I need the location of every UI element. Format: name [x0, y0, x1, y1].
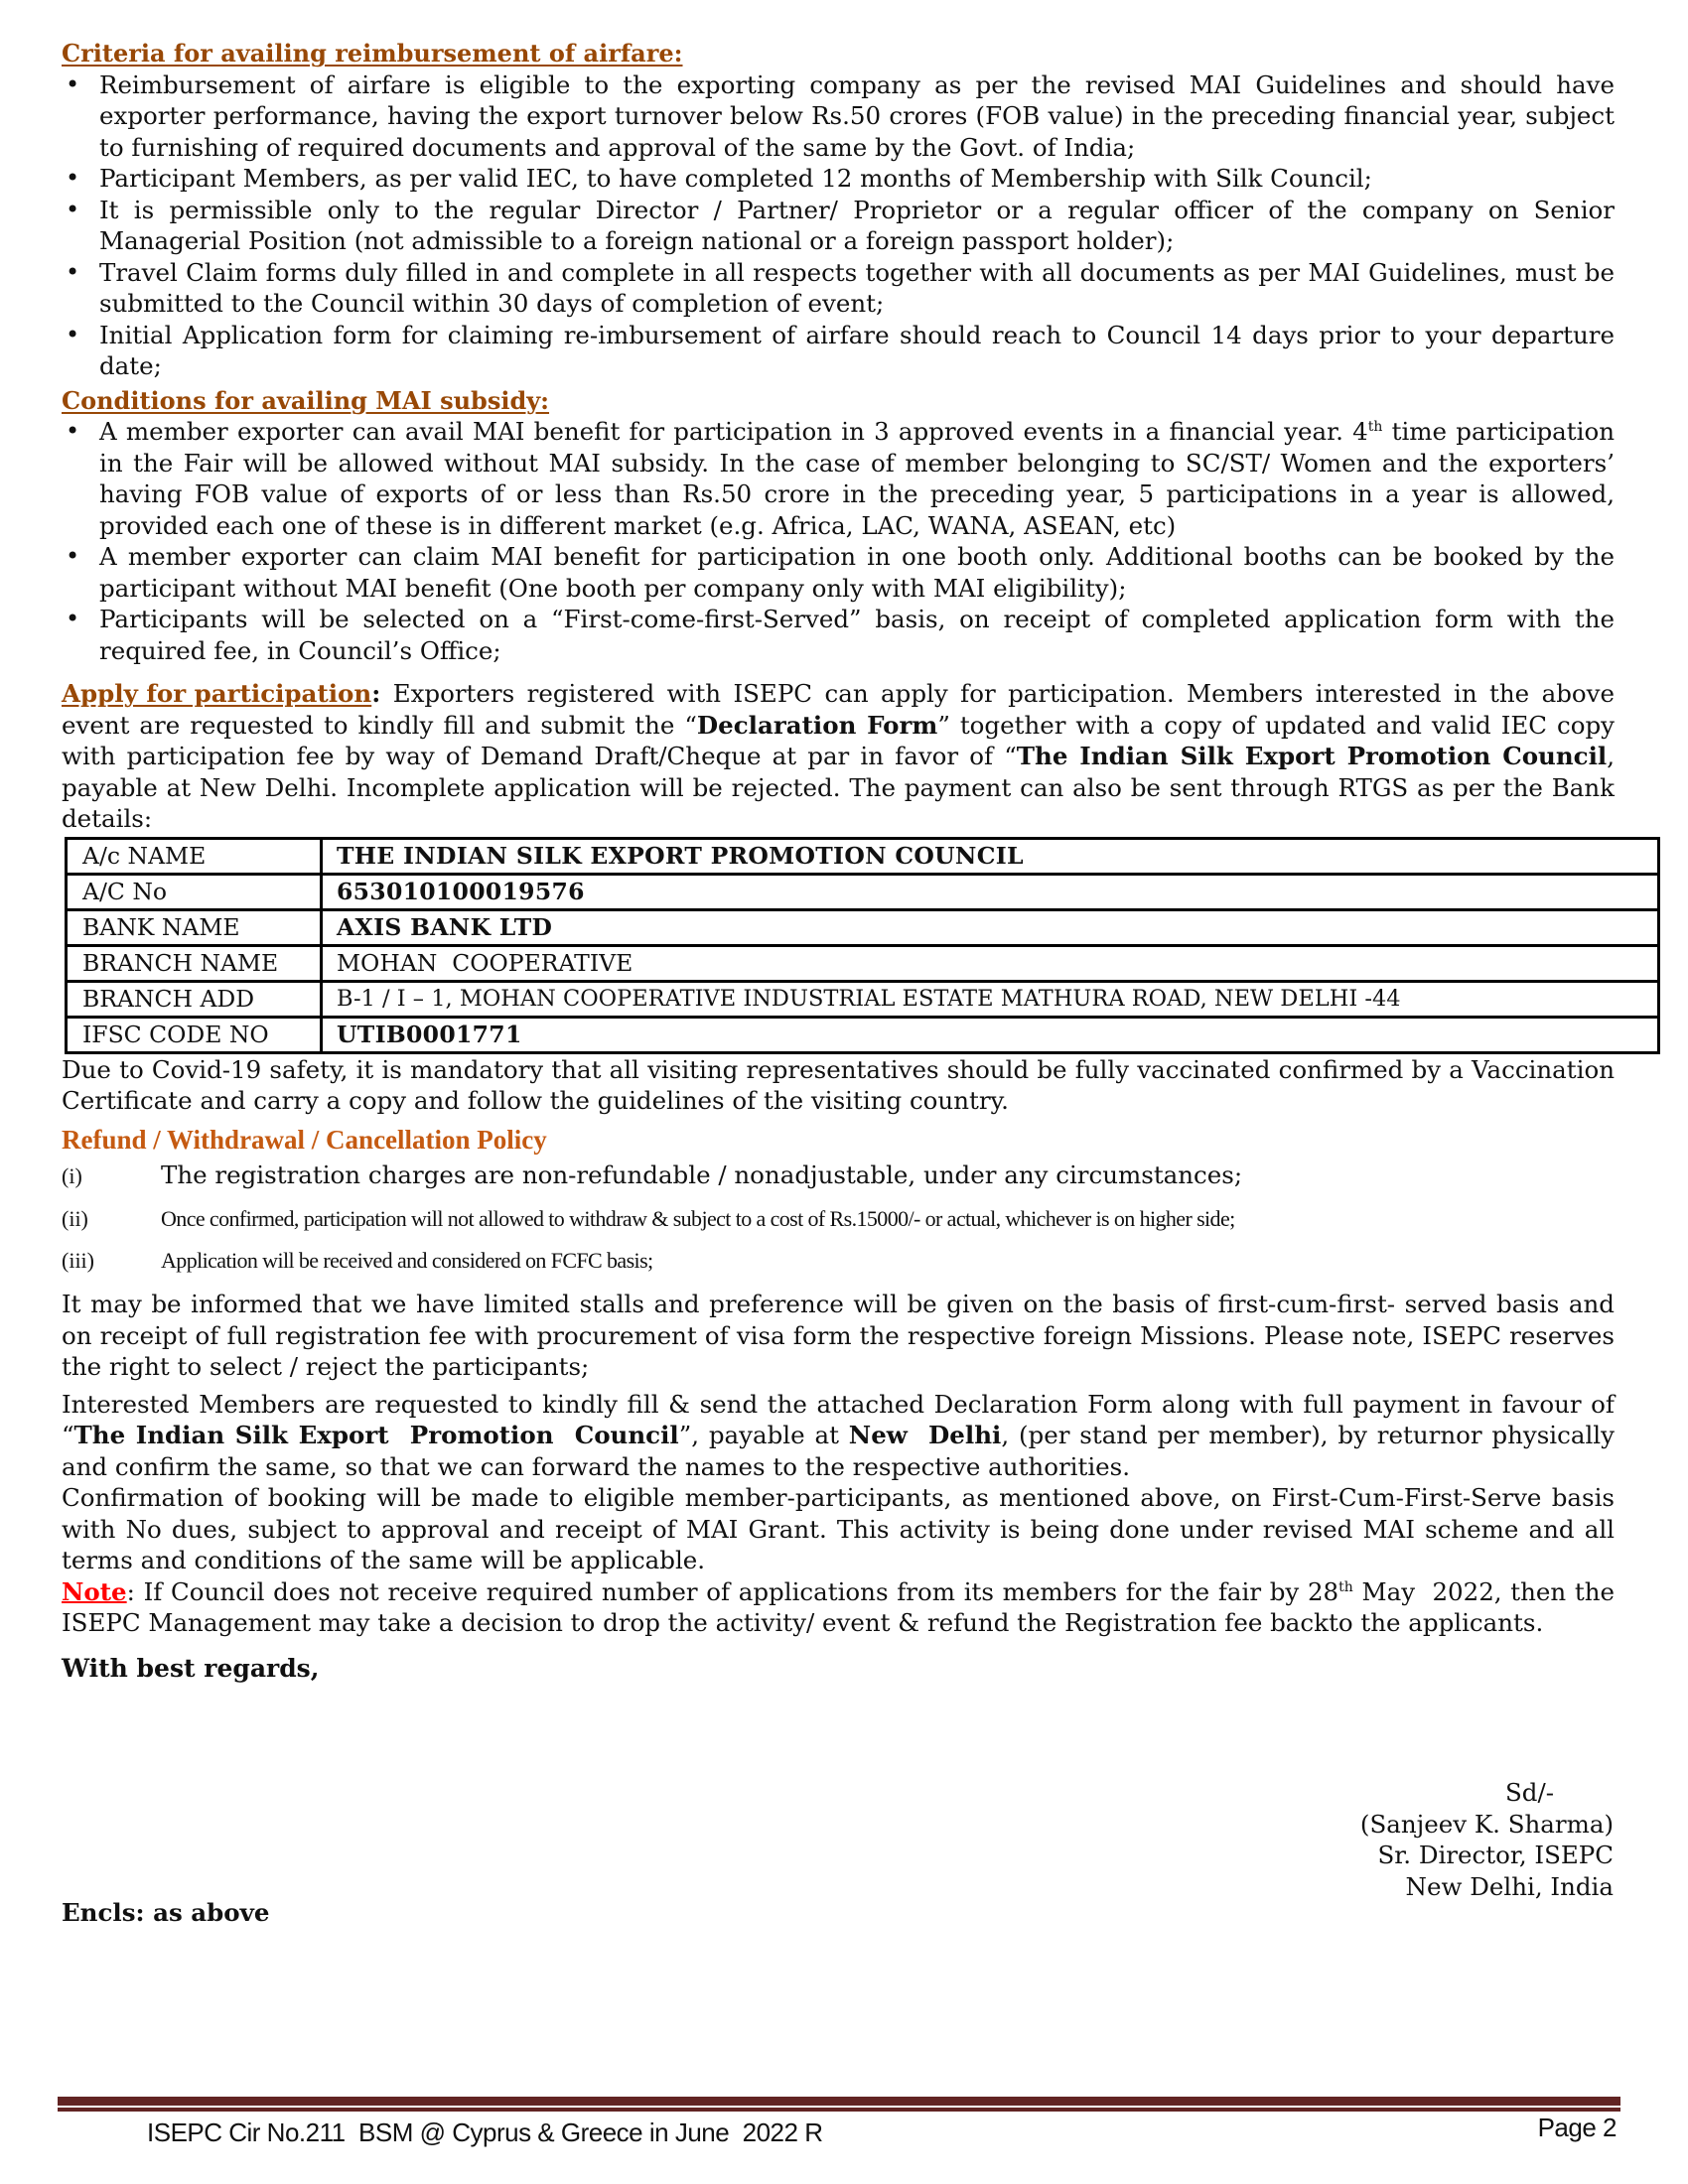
apply-paragraph [62, 678, 1615, 835]
page-number: Page 2 [1537, 2113, 1617, 2142]
refund-item-text: Once confirmed, participation will not allowed to withdraw & subject to a cost of Rs.15000/- or actual, whichever is on higher side; [161, 1206, 1235, 1231]
paragraph-text: Interested Members are requested to kindly fill & send the attached Declaration Form along with full payment in favour of “ [62, 1389, 1615, 1449]
page-content [62, 38, 1622, 1684]
refund-item-number: (i) [62, 1163, 82, 1188]
apply-heading: Apply for participation [62, 679, 372, 708]
signatory-name: (Sanjeev K. Sharma) [1359, 1809, 1614, 1839]
bank-label: A/C No [67, 874, 322, 909]
conditions-list [62, 416, 1615, 666]
bank-label: BANK NAME [67, 909, 322, 945]
table-row [67, 874, 1659, 909]
signatory-place: New Delhi, India [1405, 1871, 1614, 1901]
bank-value: 653010100019576 [322, 874, 1659, 909]
refund-item-text: The registration charges are non-refundable / nonadjustable, under any circumstances; [161, 1160, 1243, 1189]
bank-value: B-1 / I – 1, MOHAN COOPERATIVE INDUSTRIAL ESTATE MATHURA ROAD, NEW DELHI -44 [322, 981, 1659, 1017]
note-text: May 2022, then the ISEPC Management may take a decision to drop the activity/ event & refund the Registration fee backto the applicants. [62, 1576, 1622, 1637]
conditions-section [62, 385, 1615, 667]
conditions-heading: Conditions for availing MAI subsidy: [62, 385, 550, 415]
apply-colon: : [371, 679, 381, 708]
criteria-heading: Criteria for availing reimbursement of airfare: [62, 39, 683, 68]
bank-value: MOHAN COOPERATIVE [322, 945, 1659, 981]
conditions-item-text: A member exporter can avail MAI benefit for participation in 3 approved events in a financial year. 4 [99, 417, 1368, 446]
signatory-title: Sr. Director, ISEPC [1377, 1841, 1614, 1869]
table-row [67, 909, 1659, 945]
footer-divider-thick [58, 2097, 1620, 2106]
covid-notice: Due to Covid-19 safety, it is mandatory that all visiting representatives should be fully vaccinated confirmed by a Vaccination Certificate and carry a copy and follow the guidelines of the visiting country. [62, 1054, 1615, 1115]
conditions-item: • Participants will be selected on a “First-come-first-Served” basis, on receipt of completed application form with the required fee, in Council’s Office; [62, 604, 1615, 666]
criteria-item: • Initial Application form for claiming re-imbursement of airfare should reach to Council 14 days prior to your departure date; [62, 320, 1615, 382]
note-label: Note [62, 1576, 127, 1606]
conditions-item: • A member exporter can claim MAI benefit for participation in one booth only. Additional booths can be booked by the participant without MAI benefit (One booth per company only with MAI eligibility); [62, 541, 1615, 604]
bank-label: IFSC CODE NO [67, 1017, 322, 1052]
refund-heading: Refund / Withdrawal / Cancellation Policy [62, 1124, 547, 1155]
apply-text: , payable at New Delhi. Incomplete application will be rejected. The payment can also be sent through RTGS as per the Bank details: [62, 742, 1615, 833]
bank-value: UTIB0001771 [322, 1017, 1659, 1052]
footer-divider-thin [58, 2108, 1620, 2112]
council-name-bold: The Indian Silk Export Promotion Council [1016, 742, 1608, 770]
footer-circular-ref: ISEPC Cir No.211 BSM @ Cyprus & Greece in June 2022 R [147, 2117, 823, 2147]
bank-label: A/c NAME [67, 838, 322, 874]
table-row [67, 945, 1659, 981]
superscript: th [1338, 1578, 1353, 1595]
bank-label: BRANCH ADD [67, 981, 322, 1017]
stalls-paragraph: It may be informed that we have limited stalls and preference will be given on the basis of first-cum-first- served basis and on receipt of full registration fee with procurement of visa form the respective foreign Missions. Please note, ISEPC reserves the right to select / reject the participants; [62, 1290, 1615, 1381]
conditions-item-text: time participation in the Fair will be allowed without MAI subsidy. In the case of member belonging to SC/ST/ Women and the exporters’ having FOB value of exports of or less than Rs.50 crore in the preceding year, 5 participations in a year is allowed, provided each one of these is in different market (e.g. Africa, LAC, WANA, ASEAN, etc) [99, 417, 1615, 540]
signature-block [1360, 1777, 1614, 1902]
city-bold: New Delhi [848, 1421, 1002, 1449]
bank-label: BRANCH NAME [67, 945, 322, 981]
bank-details-table [65, 837, 1660, 1054]
refund-item-number: (ii) [62, 1206, 88, 1231]
table-row [67, 1017, 1659, 1052]
criteria-item: • Participant Members, as per valid IEC, to have completed 12 months of Membership with Silk Council; [62, 163, 1615, 195]
table-row [67, 838, 1659, 874]
criteria-section [62, 38, 1615, 382]
interested-members-paragraph [62, 1389, 1615, 1483]
enclosures: Encls: as above [62, 1898, 270, 1927]
refund-item [62, 1203, 1615, 1245]
apply-text: ” together with a copy of updated and valid IEC copy with participation fee by way of Demand Draft/Cheque at par in favor of “ [62, 710, 1615, 770]
criteria-item: • Reimbursement of airfare is eligible to the exporting company as per the revised MAI Guidelines and should have exporter performance, having the export turnover below Rs.50 crores (FOB value) in the preceding financial year, subject to furnishing of required documents and approval of the same by the Govt. of India; [62, 69, 1615, 164]
bank-value: AXIS BANK LTD [322, 909, 1659, 945]
note-text: : If Council does not receive required number of applications from its members for the fair by 28 [126, 1576, 1339, 1606]
closing-regards: With best regards, [62, 1653, 320, 1683]
criteria-list [62, 69, 1615, 382]
criteria-item: • It is permissible only to the regular Director / Partner/ Proprietor or a regular officer of the company on Senior Managerial Position (not admissible to a foreign national or a foreign passport holder); [62, 195, 1615, 257]
refund-item-number: (iii) [62, 1248, 94, 1273]
paragraph-text: ”, payable at [678, 1421, 849, 1449]
refund-item [62, 1245, 1615, 1289]
table-row [67, 981, 1659, 1017]
refund-item [62, 1160, 1615, 1203]
confirmation-paragraph: Confirmation of booking will be made to eligible member-participants, as mentioned above, on First-Cum-First-Serve basis with No dues, subject to approval and receipt of MAI Grant. This activity is being done under revised MAI scheme and all terms and conditions of the same will be applicable. [62, 1483, 1615, 1574]
note-paragraph [62, 1576, 1622, 1639]
superscript: th [1367, 418, 1383, 435]
conditions-item [62, 416, 1615, 541]
declaration-form-bold: Declaration Form [696, 710, 938, 740]
paragraph-text: , (per stand per member), by returnor physically and confirm the same, so that we can forward the names to the respective authorities. [62, 1421, 1615, 1481]
criteria-item: • Travel Claim forms duly filled in and complete in all respects together with all documents as per MAI Guidelines, must be submitted to the Council within 30 days of completion of event; [62, 257, 1615, 320]
council-name-bold: The Indian Silk Export Promotion Council [73, 1421, 679, 1449]
refund-item-text: Application will be received and considered on FCFC basis; [161, 1248, 653, 1273]
apply-text: Exporters registered with ISEPC can apply for participation. Members interested in the above event are requested to kindly fill and submit the “ [62, 679, 1615, 740]
bank-value: THE INDIAN SILK EXPORT PROMOTION COUNCIL [322, 838, 1659, 874]
signature-sd: Sd/- [1505, 1778, 1554, 1807]
